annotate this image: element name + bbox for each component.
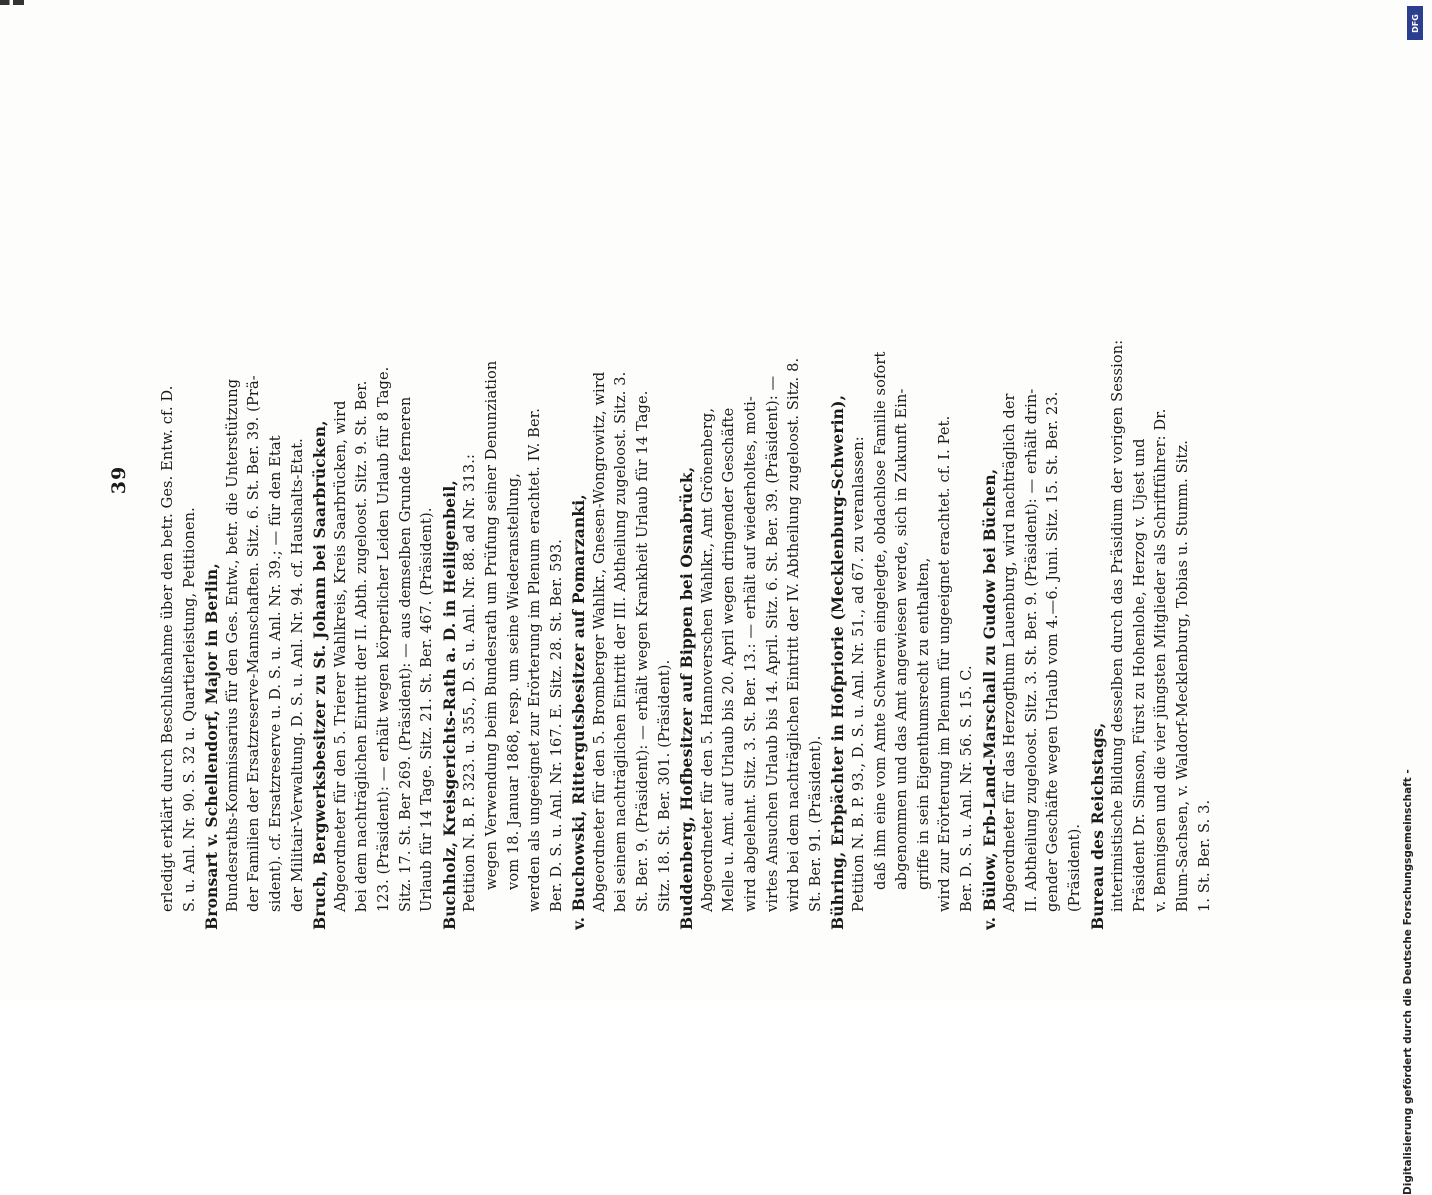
rotated-document-page <box>80 30 1330 930</box>
entry-line: virtes Ansuchen Urlaub bis 14. April. Sitz. 6. St. Ber. 39. (Präsident): — <box>764 375 781 912</box>
entry-line: bei dem nachträglichen Eintritt der II. Abth. zugeloost. Sitz. 9. St. Ber. <box>354 380 371 912</box>
entry-heading: v. Bülow, Erb-Land-Marschall zu Gudow bei Büchen, <box>979 468 999 930</box>
entry-heading: Bureau des Reichstags, <box>1087 722 1107 930</box>
entry-line: erledigt erklärt durch Beschlußnahme über den betr. Ges. Entw. cf. D. <box>160 385 176 912</box>
digitisation-note <box>1398 0 1432 1195</box>
entry-line: (Präsident). <box>1066 823 1083 912</box>
entry-heading: Buchholz, Kreisgerichts-Rath a. D. in Heiligenbeil, <box>439 480 459 930</box>
page-number: 39 <box>108 465 130 495</box>
scan-corner-mark <box>0 0 24 5</box>
entry-heading: Bruch, Bergwerksbesitzer zu St. Johann bei Saarbrücken, <box>310 420 330 930</box>
entry-line: S. u. Anl. Nr. 90. S. 32 u. Quartierleistung, Petitionen. <box>181 507 198 912</box>
entry-line: der Familien der Ersatzreserve-Mannschaften. Sitz. 6. St. Ber. 39. (Prä- <box>246 375 263 912</box>
entry-line: daß ihm eine vom Amte Schwerin eingelegte, obdachlose Familie sofort <box>872 351 889 890</box>
entry-line: gender Geschäfte wegen Urlaub vom 4.—6. Juni. Sitz. 15. St. Ber. 23. <box>1045 391 1062 912</box>
entry-line: vom 18. Januar 1868, resp. um seine Wiederanstellung, <box>505 472 522 890</box>
entry-heading: Bronsart v. Schellendorf, Major in Berlin, <box>202 563 222 930</box>
entry-line: wird abgelehnt. Sitz. 3. St. Ber. 13.: — erhält auf wiederholtes, moti- <box>743 396 760 912</box>
funding-note-text: Digitalisierung gefördert durch die Deutsche Forschungsgemeinschaft - <box>1402 769 1414 1195</box>
entry-line: sident). cf. Ersatzreserve u. D. S. u. Anl. Nr. 39.; — für den Etat <box>267 435 284 912</box>
entry-line: Petition N. B. P. 323. u. 355., D. S. u. Anl. Nr. 88. ad Nr. 313.: <box>462 453 479 912</box>
entry-line: Petition N. B. P. 93., D. S. u. Anl. Nr. 51., ad 67. zu veranlassen: <box>851 436 867 912</box>
entry-heading: Buddenberg, Hofbesitzer auf Bippen bei Osnabrück, <box>677 466 697 930</box>
entry-line: Abgeordneter für den 5. Trierer Wahlkreis, Kreis Saarbrücken, wird <box>332 400 349 912</box>
dfg-logo <box>1407 6 1423 40</box>
dfg-logo-text: DFG <box>1410 13 1420 33</box>
entry-line: Sitz. 18. St. Ber. 301. (Präsident). <box>656 659 673 912</box>
entry-line: Präsident Dr. Simson, Fürst zu Hohenlohe, Herzog v. Ujest und <box>1131 438 1148 912</box>
index-entries <box>158 30 1330 930</box>
entry-line: Melle u. Amt. auf Urlaub bis 20. April wegen dringender Geschäfte <box>721 407 738 912</box>
entry-line: werden als ungeeignet zur Erörterung im Plenum erachtet. IV. Ber. <box>527 408 544 912</box>
entry-line: St. Ber. 9. (Präsident): — erhält wegen Krankheit Urlaub für 14 Tage. <box>635 390 652 912</box>
entry-line: Ber. D. S. u. Anl. Nr. 167. E. Sitz. 28. St. Ber. 593. <box>548 539 565 912</box>
entry-line: II. Abtheilung zugeloost. Sitz. 3. St. Ber. 9. (Präsident): — erhält drin- <box>1023 388 1040 912</box>
entry-line: Bundesraths-Kommissarius für den Ges. Entw., betr. die Unterstützung <box>224 378 241 912</box>
entry-line: interimistische Bildung desselben durch das Präsidium der vorigen Session: <box>1110 339 1127 912</box>
entry-line: wird zur Erörterung im Plenum für ungeeignet erachtet. cf. I. Pet. <box>937 415 954 912</box>
entry-line: Abgeordneter für den 5. Hannoverschen Wahlkr., Amt Grönenberg, <box>699 407 716 912</box>
entry-line: Sitz. 17. St. Ber 269. (Präsident): — aus demselben Grunde ferneren <box>397 396 414 912</box>
entry-line: v. Bennigsen und die vier jüngsten Mitglieder als Schriftführer: Dr. <box>1153 408 1170 912</box>
entry-line: 1. St. Ber. S. 3. <box>1196 799 1213 912</box>
entry-line: bei seinem nachträglichen Eintritt der III. Abtheilung zugeloost. Sitz. 3. <box>613 371 630 912</box>
entry-heading: v. Buchowski, Rittergutsbesitzer auf Pomarzanki, <box>569 494 589 930</box>
entry-line: wird bei dem nachträglichen Eintritt der IV. Abtheilung zugeloost. Sitz. 8. <box>786 357 803 912</box>
entry-line: Abgeordneter für das Herzogthum Lauenburg, wird nachträglich der <box>1002 393 1019 912</box>
entry-line: abgenommen und das Amt angewiesen werde, sich in Zukunft Ein- <box>894 388 911 890</box>
entry-heading: Bühring, Erbpächter in Hofpriorie (Mecklenburg-Schwerin), <box>828 394 848 930</box>
entry-line: Abgeordneter für den 5. Bromberger Wahlkr., Gnesen-Wongrowitz, wird <box>591 371 608 912</box>
entry-line: Ber. D. S. u. Anl. Nr. 56. S. 15. C. <box>958 665 975 912</box>
entry-line: der Militair-Verwaltung. D. S. u. Anl. Nr. 94. cf. Haushalts-Etat. <box>289 438 306 912</box>
entry-line: St. Ber. 91. (Präsident). <box>807 735 824 912</box>
entry-line: Blum-Sachsen, v. Waldorf-Mecklenburg, Tobias u. Stumm. Sitz. <box>1174 439 1191 912</box>
entry-line: Urlaub für 14 Tage. Sitz. 21. St. Ber. 467. (Präsident). <box>419 507 436 912</box>
entry-line: 123. (Präsident): — erhält wegen körperlicher Leiden Urlaub für 8 Tage. <box>375 366 392 912</box>
entry-line: wegen Verwendung beim Bundesrath um Prüfung seiner Denunziation <box>483 360 500 890</box>
entry-line: griffe in sein Eigenthumsrecht zu enthalten, <box>915 557 932 890</box>
